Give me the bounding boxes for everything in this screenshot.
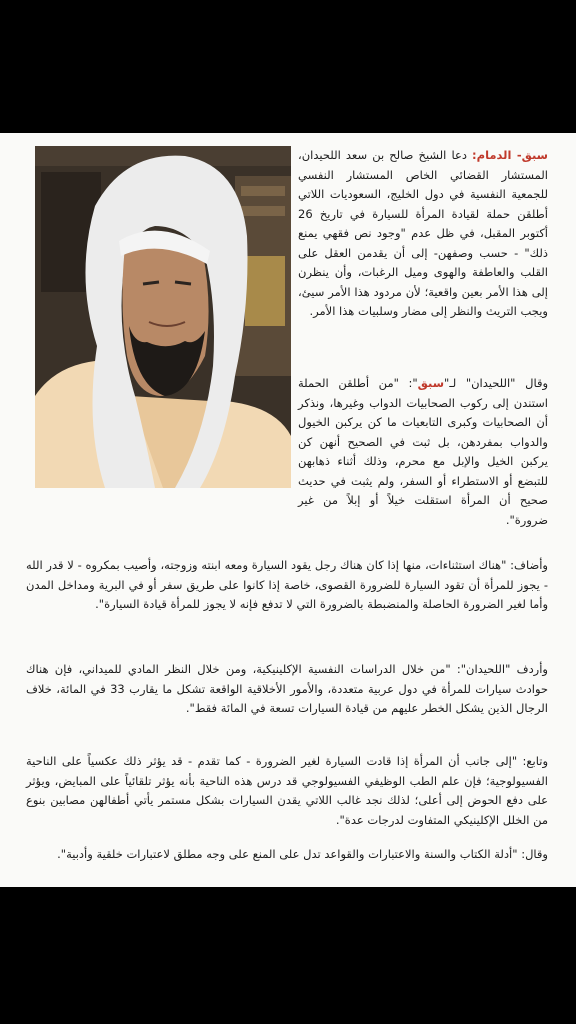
sheikh-portrait [35, 146, 291, 488]
paragraph-quote-1 [298, 374, 548, 530]
source-label: سبق- الدمام: [472, 148, 548, 162]
intro-text: دعا الشيخ صالح بن سعد اللحيدان، المستشار القضائي الخاص المستشار النفسي للجمعية النفسية في دول الخليج، السعوديات اللاتي أطلقن حملة لقيادة المرأة للسيارة في تاريخ 26 أكتوبر المقبل، في ظل عدم "وجود نص فقهي يمنع ذلك" - حسب وصفهن- إلى أن يقدمن العقل على القلب والعاطفة والهوى وميل الرغبات، وأن ينظرن إلى هذا الأمر بعين واقعية؛ لأن مردود هذا الأمر سيئ، ويجب التريث والنظر إلى مضار وسلبيات هذا الأمر. [298, 148, 548, 318]
paragraph-physiology: وتابع: "إلى جانب أن المرأة إذا قادت السيارة لغير الضرورة - كما تقدم - قد يؤثر ذلك عكسياً على الناحية الفسيولوجية؛ فإن علم الطب الوظيفي الفسيولوجي قد درس هذه الناحية بأنه يؤثر تلقائياً على المبايض، ويؤثر على دفع الحوض إلى أعلى؛ لذلك نجد غالب اللاتي يقدن السيارات بشكل مستمر يأتي أطفالهن مصابين بنوع من الخلل الإكلينيكي المتفاوت لدرجات عدة". [26, 754, 548, 827]
paragraph-intro [298, 146, 548, 322]
quote-lead: وقال "اللحيدان" لـ" [444, 376, 548, 390]
paragraph-exceptions: وأضاف: "هناك استثناءات، منها إذا كان هناك رجل يقود السيارة ومعه ابنته وزوجته، وأصيب بمكروه - لا قدر الله - يجوز للمرأة أن تقود السيارة للضرورة القصوى، خاصة إذا كانوا على طريق سفر أو في البرية ومداخل المدن وأما لغير الضرورة الحاصلة والمنضبطة بالضرورة التي لا تدفع فإنه لا يجوز للمرأة قيادة السيارة". [26, 558, 548, 611]
quote-body: ": "من أطلقن الحملة استندن إلى ركوب الصحابيات الدواب وغيرها، ونذكر أن الصحابيات وكبرى التابعيات ما كن يركبن الخيول والدواب بمفردهن، بل ثبت في الصحيح أنهن كن يركبن الخيل والإبل مع محرم، وذلك أثناء ذهابهن للتبضع أو الاستطراء أو السفر، ولم يثبت في حديث صحيح أن المرأة استقلت خيلاً أو إبلاً من غير ضرورة". [298, 376, 548, 527]
paragraph-conclusion: وقال: "أدلة الكتاب والسنة والاعتبارات والقواعد تدل على المنع على وجه مطلق لاعتبارات خلقية وأدبية". [57, 847, 548, 861]
paragraph-studies: وأردف "اللحيدان": "من خلال الدراسات النفسية الإكلينيكية، ومن خلال النظر المادي للميداني، فإن هناك حوادث سيارات للمرأة في دول عربية متعددة، والأمور الأخلاقية الواقعة تشكل ما يقارب 33 في المائة، خلاف الرجال الذين يشكل الخطر عليهم من قيادة السيارات تسعة في المائة فقط". [26, 662, 548, 715]
sabq-brand: سبق [417, 376, 445, 390]
